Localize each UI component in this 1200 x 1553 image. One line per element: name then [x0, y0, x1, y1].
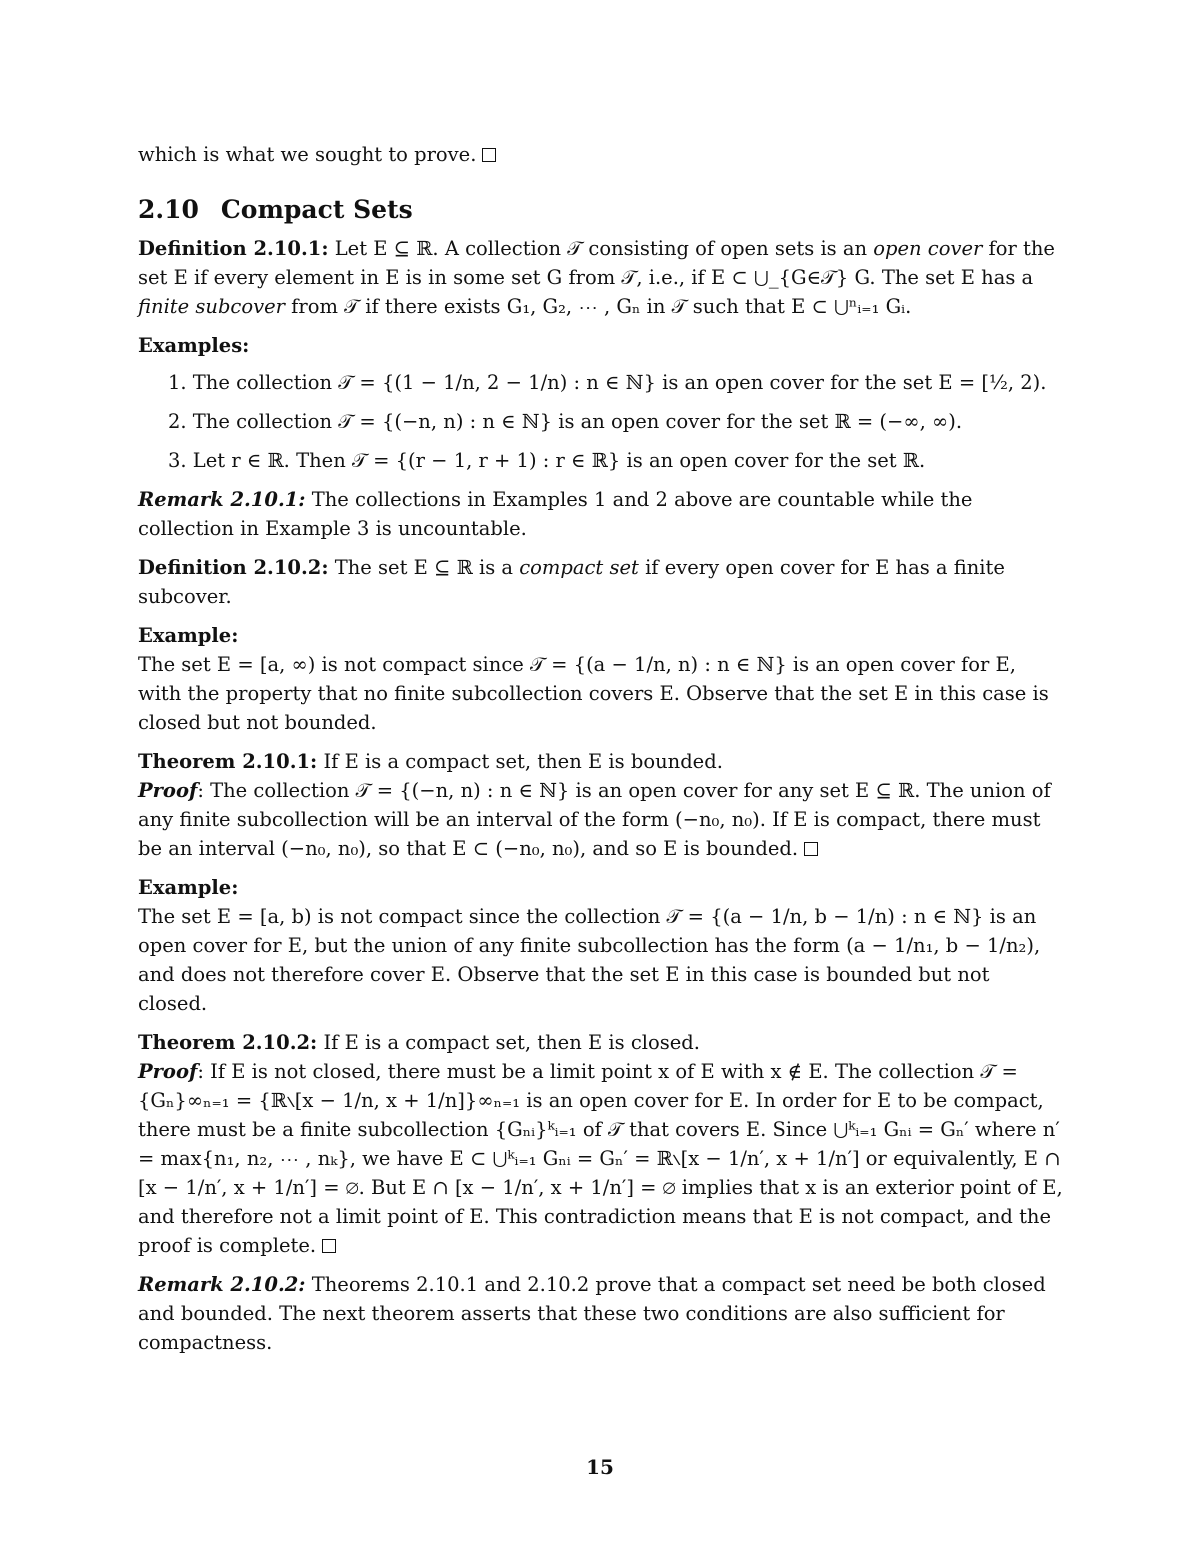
- list-item: 3. Let r ∈ ℝ. Then 𝒯 = {(r − 1, r + 1) : r ∈ ℝ} is an open cover for the set ℝ.: [168, 449, 926, 472]
- remark-label: Remark 2.10.2:: [138, 1273, 306, 1296]
- qed-box-icon: [804, 842, 818, 856]
- section-title: Compact Sets: [220, 195, 413, 224]
- page-content: [138, 140, 1064, 1357]
- term-compact-set: compact set: [519, 556, 639, 579]
- section-heading: [138, 195, 1064, 224]
- example-text: The set E = [a, ∞) is not compact since 𝒯 = {(a − 1/n, n) : n ∈ ℕ} is an open cover for E, with the property that no finite subcollection covers E. Observe that the set E in this case is closed but not bounded.: [138, 653, 1049, 734]
- examples-label: Examples:: [138, 334, 250, 357]
- list-item: 1. The collection 𝒯 = {(1 − 1/n, 2 − 1/n) : n ∈ ℕ} is an open cover for the set E = [½, 2).: [168, 371, 1047, 394]
- term-open-cover: open cover: [873, 237, 983, 260]
- proof-theorem-2-10-1: Proof: The collection 𝒯 = {(−n, n) : n ∈ ℕ} is an open cover for any set E ⊆ ℝ. The union of any finite subcollection will be an interval of the form (−n₀, n₀). If E is compact, there must be an interval (−n₀, n₀), so that E ⊂ (−n₀, n₀), and so E is bounded.: [138, 779, 1051, 860]
- qed-box-icon: [482, 148, 496, 162]
- example-text: The set E = [a, b) is not compact since the collection 𝒯 = {(a − 1/n, b − 1/n) : n ∈ ℕ} is an open cover for E, but the union of any finite subcollection has the form (a − 1/n₁, b − 1/n₂), and does not therefore cover E. Observe that the set E in this case is bounded but not closed.: [138, 905, 1041, 1015]
- example-label: Example:: [138, 876, 239, 899]
- term-finite-subcover: finite subcover: [138, 295, 285, 318]
- examples-list: [168, 368, 1064, 475]
- section-number: 2.10: [138, 195, 199, 224]
- example-label: Example:: [138, 624, 239, 647]
- remark-2-10-2: Remark 2.10.2: Theorems 2.10.1 and 2.10.2 prove that a compact set need be both closed and bounded. The next theorem asserts that these two conditions are also sufficient for compactness.: [138, 1273, 1046, 1354]
- proof-label: Proof: [138, 779, 198, 802]
- top-line: which is what we sought to prove.: [138, 140, 1064, 169]
- theorem-label: Theorem 2.10.1:: [138, 750, 318, 773]
- definition-label: Definition 2.10.2:: [138, 556, 329, 579]
- qed-box-icon: [322, 1239, 336, 1253]
- definition-label: Definition 2.10.1:: [138, 237, 329, 260]
- definition-2-10-2: Definition 2.10.2: The set E ⊆ ℝ is a compact set if every open cover for E has a finite subcover.: [138, 556, 1005, 608]
- theorem-label: Theorem 2.10.2:: [138, 1031, 318, 1054]
- remark-2-10-1: Remark 2.10.1: The collections in Examples 1 and 2 above are countable while the collection in Example 3 is uncountable.: [138, 488, 973, 540]
- theorem-2-10-2: Theorem 2.10.2: If E is a compact set, then E is closed.: [138, 1031, 700, 1054]
- list-item: 2. The collection 𝒯 = {(−n, n) : n ∈ ℕ} is an open cover for the set ℝ = (−∞, ∞).: [168, 410, 963, 433]
- page-number: 15: [586, 1455, 614, 1479]
- definition-2-10-1: Definition 2.10.1: Let E ⊆ ℝ. A collection 𝒯 consisting of open sets is an open cover for the set E if every element in E is in some set G from 𝒯, i.e., if E ⊂ ⋃_{G∈𝒯} G. The set E has a finite subcover from 𝒯 if there exists G₁, G₂, ⋯ , Gₙ in 𝒯 such that E ⊂ ⋃ⁿᵢ₌₁ Gᵢ.: [138, 237, 1055, 318]
- remark-label: Remark 2.10.1:: [138, 488, 306, 511]
- theorem-2-10-1: Theorem 2.10.1: If E is a compact set, then E is bounded.: [138, 750, 723, 773]
- proof-theorem-2-10-2: Proof: If E is not closed, there must be a limit point x of E with x ∉ E. The collection 𝒯 = {Gₙ}∞ₙ₌₁ = {ℝ∖[x − 1/n, x + 1/n]}∞ₙ₌₁ is an open cover for E. In order for E to be compact, there must be a finite subcollection {Gₙᵢ}ᵏᵢ₌₁ of 𝒯 that covers E. Since ⋃ᵏᵢ₌₁ Gₙᵢ = Gₙ′ where n′ = max{n₁, n₂, ⋯ , nₖ}, we have E ⊂ ⋃ᵏᵢ₌₁ Gₙᵢ = Gₙ′ = ℝ∖[x − 1/n′, x + 1/n′] or equivalently, E ∩ [x − 1/n′, x + 1/n′] = ∅. But E ∩ [x − 1/n′, x + 1/n′] = ∅ implies that x is an exterior point of E, and therefore not a limit point of E. This contradiction means that E is not compact, and the proof is complete.: [138, 1060, 1063, 1257]
- proof-label: Proof: [138, 1060, 198, 1083]
